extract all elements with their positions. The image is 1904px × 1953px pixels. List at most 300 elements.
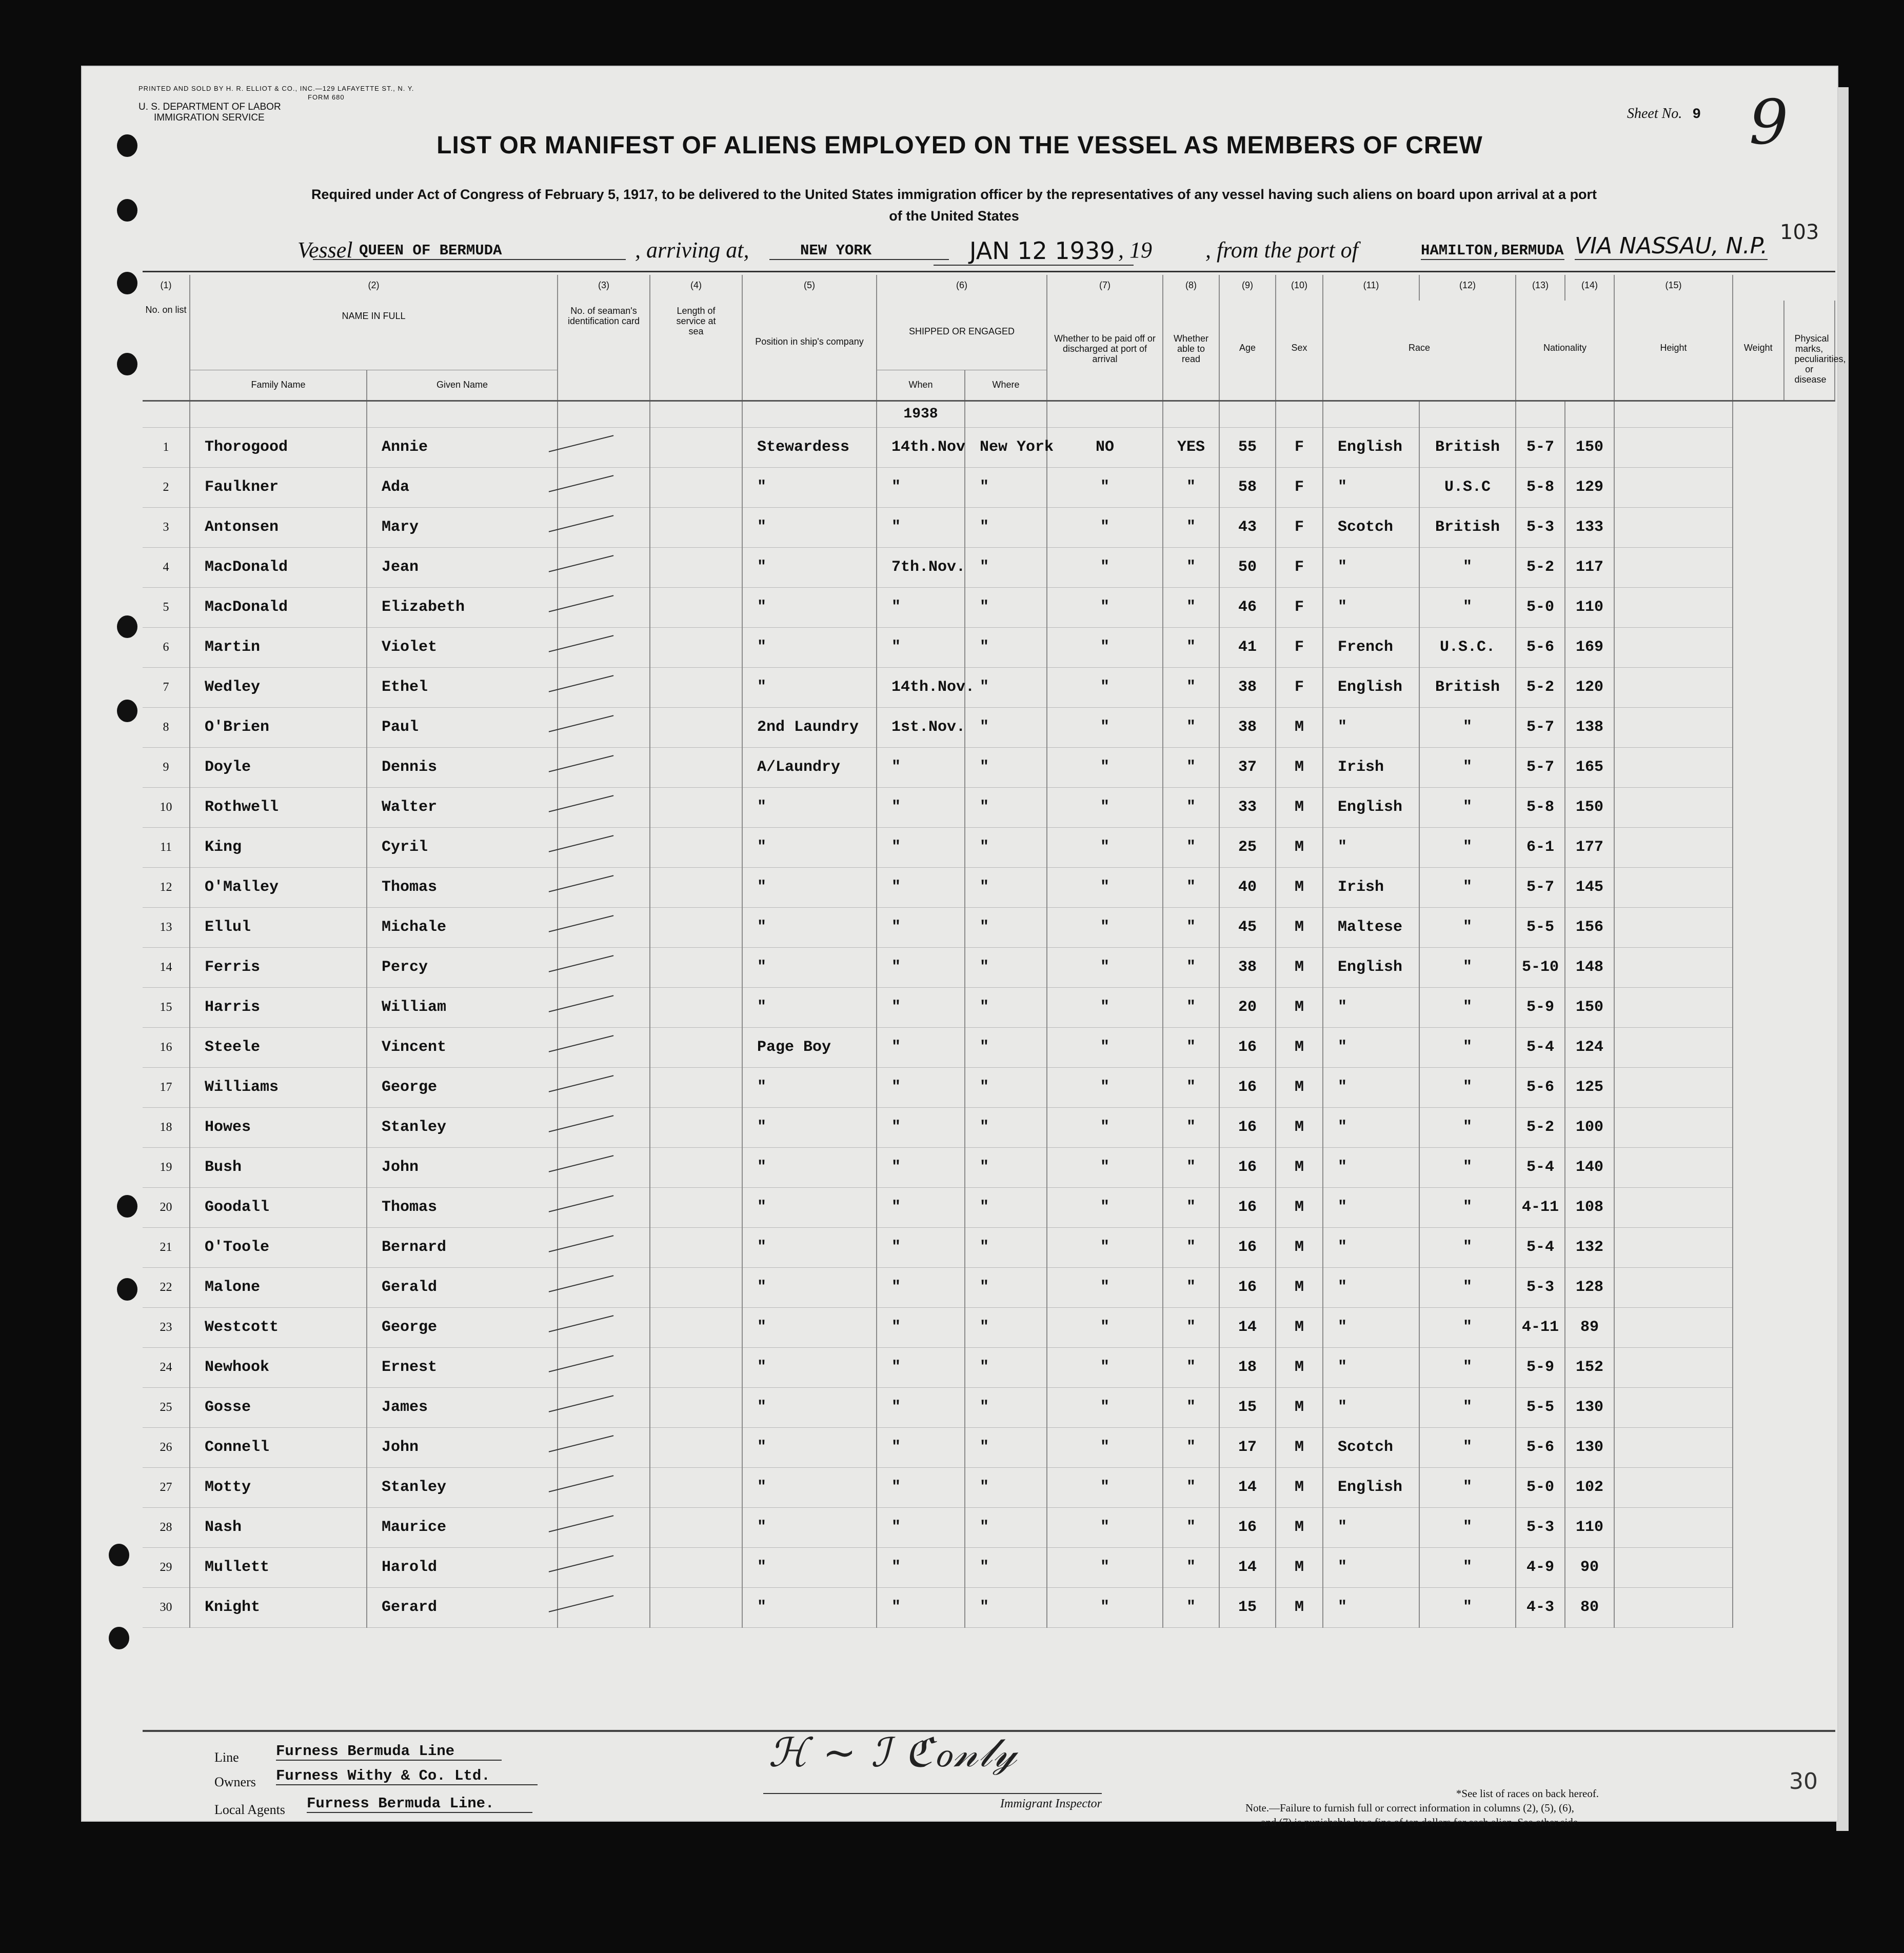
agents-label: Local Agents: [214, 1802, 285, 1817]
shipped-where: ": [965, 987, 1047, 1027]
arriving-label: , arriving at,: [635, 237, 749, 263]
able-to-read: ": [1163, 867, 1219, 907]
paid-off: ": [1047, 1307, 1163, 1347]
race: Irish: [1323, 747, 1419, 787]
able-to-read: ": [1163, 667, 1219, 707]
row-number: 15: [143, 987, 190, 1027]
col-num-8: (8): [1163, 275, 1219, 301]
line-label: Line: [214, 1750, 239, 1765]
shipped-where: New York: [965, 427, 1047, 467]
sex: M: [1276, 1587, 1323, 1627]
paid-off: ": [1047, 507, 1163, 547]
race: English: [1323, 427, 1419, 467]
race: ": [1323, 1267, 1419, 1307]
row-number: 1: [143, 427, 190, 467]
race: Maltese: [1323, 907, 1419, 947]
empty-cell: [1614, 1187, 1733, 1227]
empty-cell: [1614, 507, 1733, 547]
nationality: British: [1419, 427, 1516, 467]
empty-cell: [650, 1507, 742, 1547]
empty-cell: [1614, 1067, 1733, 1107]
sex: M: [1276, 1027, 1323, 1067]
id-card-tick-cell: [558, 667, 650, 707]
sex: M: [1276, 1147, 1323, 1187]
position: ": [742, 1467, 877, 1507]
empty-cell: [1614, 867, 1733, 907]
empty-cell: [1614, 587, 1733, 627]
race: ": [1323, 1227, 1419, 1267]
weight: 89: [1565, 1307, 1614, 1347]
arrival-date: JAN 12 1939: [934, 237, 1134, 266]
age: 16: [1219, 1147, 1276, 1187]
empty-cell: [650, 467, 742, 507]
nationality: U.S.C.: [1419, 627, 1516, 667]
height: 5-7: [1516, 747, 1565, 787]
position: ": [742, 1307, 877, 1347]
sheet-number: Sheet No. 9: [1627, 106, 1701, 123]
height: 4-11: [1516, 1187, 1565, 1227]
empty-cell: [1614, 1227, 1733, 1267]
position: ": [742, 1387, 877, 1427]
age: 38: [1219, 707, 1276, 747]
nationality: ": [1419, 707, 1516, 747]
sex: M: [1276, 1507, 1323, 1547]
empty-cell: [1614, 467, 1733, 507]
race: ": [1323, 1307, 1419, 1347]
nationality: ": [1419, 587, 1516, 627]
shipped-when: ": [877, 1467, 965, 1507]
shipped-where: ": [965, 867, 1047, 907]
sex: M: [1276, 1307, 1323, 1347]
tick-mark: [549, 675, 614, 692]
via-port: VIA NASSAU, N.P.: [1575, 233, 1768, 259]
able-to-read: ": [1163, 1267, 1219, 1307]
empty-cell: [650, 1267, 742, 1307]
weight: 108: [1565, 1187, 1614, 1227]
age: 16: [1219, 1027, 1276, 1067]
given-name: Harold: [367, 1547, 558, 1587]
empty-cell: [650, 587, 742, 627]
tick-mark: [549, 1115, 614, 1132]
age: 41: [1219, 627, 1276, 667]
empty-cell: [1614, 1387, 1733, 1427]
row-number: 13: [143, 907, 190, 947]
sex: M: [1276, 1547, 1323, 1587]
paid-off: ": [1047, 1427, 1163, 1467]
shipped-when: ": [877, 1107, 965, 1147]
race: ": [1323, 1027, 1419, 1067]
header-height: Height: [1614, 301, 1733, 401]
paid-off: ": [1047, 547, 1163, 587]
empty-cell: [650, 747, 742, 787]
nationality: ": [1419, 1347, 1516, 1387]
header-nationality: Nationality: [1516, 301, 1614, 401]
paid-off: ": [1047, 627, 1163, 667]
height: 5-2: [1516, 667, 1565, 707]
id-card-tick-cell: [558, 1507, 650, 1547]
able-to-read: ": [1163, 1507, 1219, 1547]
shipped-where: ": [965, 1307, 1047, 1347]
able-to-read: YES: [1163, 427, 1219, 467]
table-row: [143, 547, 1835, 587]
able-to-read: ": [1163, 1587, 1219, 1627]
empty-cell: [1614, 1587, 1733, 1627]
weight: 138: [1565, 707, 1614, 747]
race: ": [1323, 1587, 1419, 1627]
family-name: Gosse: [190, 1387, 367, 1427]
empty-cell: [650, 907, 742, 947]
shipped-when: ": [877, 1307, 965, 1347]
tick-mark: [549, 1315, 614, 1332]
age: 38: [1219, 667, 1276, 707]
row-number: 25: [143, 1387, 190, 1427]
able-to-read: ": [1163, 587, 1219, 627]
weight: 156: [1565, 907, 1614, 947]
given-name: George: [367, 1067, 558, 1107]
row-number: 29: [143, 1547, 190, 1587]
position: ": [742, 1187, 877, 1227]
paid-off: ": [1047, 907, 1163, 947]
empty-cell: [1614, 1027, 1733, 1067]
shipped-when: ": [877, 1067, 965, 1107]
empty-cell: [1614, 1347, 1733, 1387]
height: 5-0: [1516, 1467, 1565, 1507]
nationality: ": [1419, 1547, 1516, 1587]
shipped-where: ": [965, 1107, 1047, 1147]
position: ": [742, 1547, 877, 1587]
paid-off: ": [1047, 1227, 1163, 1267]
empty-cell: [1614, 547, 1733, 587]
paid-off: ": [1047, 1467, 1163, 1507]
family-name: Mullett: [190, 1547, 367, 1587]
age: 14: [1219, 1307, 1276, 1347]
empty-cell: [1614, 987, 1733, 1027]
position: ": [742, 627, 877, 667]
row-number: 18: [143, 1107, 190, 1147]
weight: 90: [1565, 1547, 1614, 1587]
nationality: ": [1419, 747, 1516, 787]
race: ": [1323, 1187, 1419, 1227]
shipped-where: ": [965, 787, 1047, 827]
nationality: ": [1419, 1187, 1516, 1227]
nationality: ": [1419, 987, 1516, 1027]
tick-mark: [549, 1515, 614, 1532]
sex: M: [1276, 1467, 1323, 1507]
age: 15: [1219, 1387, 1276, 1427]
given-name: Dennis: [367, 747, 558, 787]
age: 17: [1219, 1427, 1276, 1467]
header-shipped-engaged: SHIPPED OR ENGAGED: [877, 301, 1047, 370]
empty-cell: [650, 787, 742, 827]
tick-mark: [549, 795, 614, 812]
weight: 177: [1565, 827, 1614, 867]
header-race: Race: [1323, 301, 1516, 401]
sex: M: [1276, 1227, 1323, 1267]
table-row: [143, 1507, 1835, 1547]
nationality: ": [1419, 1307, 1516, 1347]
age: 14: [1219, 1547, 1276, 1587]
row-number: 7: [143, 667, 190, 707]
able-to-read: ": [1163, 627, 1219, 667]
sex: M: [1276, 707, 1323, 747]
weight: 130: [1565, 1387, 1614, 1427]
weight: 140: [1565, 1147, 1614, 1187]
sex: M: [1276, 747, 1323, 787]
position: ": [742, 1147, 877, 1187]
able-to-read: ": [1163, 507, 1219, 547]
able-to-read: ": [1163, 1187, 1219, 1227]
empty-cell: [650, 427, 742, 467]
weight: 117: [1565, 547, 1614, 587]
table-row: [143, 467, 1835, 507]
height: 5-3: [1516, 507, 1565, 547]
shipped-when: ": [877, 907, 965, 947]
given-name: Annie: [367, 427, 558, 467]
given-name: John: [367, 1427, 558, 1467]
family-name: Wedley: [190, 667, 367, 707]
age: 38: [1219, 947, 1276, 987]
empty-cell: [1614, 1507, 1733, 1547]
shipped-where: ": [965, 707, 1047, 747]
height: 5-8: [1516, 467, 1565, 507]
sex: F: [1276, 427, 1323, 467]
paid-off: ": [1047, 827, 1163, 867]
age: 16: [1219, 1067, 1276, 1107]
table-row: [143, 1227, 1835, 1267]
sex: F: [1276, 667, 1323, 707]
table-row: [143, 707, 1835, 747]
given-name: Ethel: [367, 667, 558, 707]
from-port-label: , from the port of: [1205, 237, 1358, 263]
given-name: Bernard: [367, 1227, 558, 1267]
given-name: Stanley: [367, 1107, 558, 1147]
age: 40: [1219, 867, 1276, 907]
given-name: Gerald: [367, 1267, 558, 1307]
sex: M: [1276, 1387, 1323, 1427]
shipped-when: ": [877, 1027, 965, 1067]
age: 14: [1219, 1467, 1276, 1507]
height: 4-9: [1516, 1547, 1565, 1587]
tick-mark: [549, 715, 614, 732]
race: English: [1323, 947, 1419, 987]
age: 16: [1219, 1107, 1276, 1147]
family-name: Ferris: [190, 947, 367, 987]
id-card-tick-cell: [558, 587, 650, 627]
weight: 150: [1565, 787, 1614, 827]
nationality: ": [1419, 1147, 1516, 1187]
tick-mark: [549, 915, 614, 932]
family-name: O'Malley: [190, 867, 367, 907]
nationality: ": [1419, 787, 1516, 827]
id-card-tick-cell: [558, 787, 650, 827]
weight: 125: [1565, 1067, 1614, 1107]
shipped-where: ": [965, 667, 1047, 707]
table-row: [143, 427, 1835, 467]
position: Page Boy: [742, 1027, 877, 1067]
able-to-read: ": [1163, 1347, 1219, 1387]
id-card-tick-cell: [558, 1227, 650, 1267]
paid-off: ": [1047, 587, 1163, 627]
given-name: Walter: [367, 787, 558, 827]
row-number: 27: [143, 1467, 190, 1507]
shipped-when: ": [877, 1587, 965, 1627]
family-name: MacDonald: [190, 547, 367, 587]
tick-mark: [549, 995, 614, 1012]
row-number: 26: [143, 1427, 190, 1467]
owners-label: Owners: [214, 1775, 256, 1789]
paid-off: NO: [1047, 427, 1163, 467]
paid-off: ": [1047, 867, 1163, 907]
nationality: ": [1419, 1387, 1516, 1427]
nationality: ": [1419, 1427, 1516, 1467]
nationality: ": [1419, 1107, 1516, 1147]
inspector-label: Immigrant Inspector: [763, 1793, 1102, 1811]
able-to-read: ": [1163, 787, 1219, 827]
height: 5-6: [1516, 627, 1565, 667]
shipped-when: ": [877, 507, 965, 547]
empty-cell: [650, 1387, 742, 1427]
age: 50: [1219, 547, 1276, 587]
arrival-port: NEW YORK: [769, 242, 949, 260]
age: 16: [1219, 1227, 1276, 1267]
age: 43: [1219, 507, 1276, 547]
col-num-5: (5): [742, 275, 877, 301]
paid-off: ": [1047, 1027, 1163, 1067]
position: ": [742, 667, 877, 707]
empty-cell: [650, 1227, 742, 1267]
sex: M: [1276, 1347, 1323, 1387]
age: 46: [1219, 587, 1276, 627]
race: English: [1323, 667, 1419, 707]
race: ": [1323, 1107, 1419, 1147]
document-subtitle: Required under Act of Congress of February 5, 1917, to be delivered to the United States immigration officer by the representatives of any vessel having such aliens on board upon arrival at a port of the United States: [311, 187, 1597, 224]
able-to-read: ": [1163, 907, 1219, 947]
able-to-read: ": [1163, 547, 1219, 587]
weight: 148: [1565, 947, 1614, 987]
paid-off: ": [1047, 1267, 1163, 1307]
id-card-tick-cell: [558, 1267, 650, 1307]
empty-cell: [1614, 1427, 1733, 1467]
year-label: , 19: [1118, 237, 1152, 263]
empty-cell: [650, 1067, 742, 1107]
shipped-when: ": [877, 1267, 965, 1307]
nationality: ": [1419, 1587, 1516, 1627]
nationality: ": [1419, 827, 1516, 867]
family-name: Goodall: [190, 1187, 367, 1227]
able-to-read: ": [1163, 1227, 1219, 1267]
nationality: British: [1419, 667, 1516, 707]
family-name: Harris: [190, 987, 367, 1027]
family-name: Martin: [190, 627, 367, 667]
shipped-when: ": [877, 827, 965, 867]
row-number: 8: [143, 707, 190, 747]
col-num-9: (9): [1219, 275, 1276, 301]
row-number: 24: [143, 1347, 190, 1387]
position: Stewardess: [742, 427, 877, 467]
row-number: 28: [143, 1507, 190, 1547]
paid-off: ": [1047, 987, 1163, 1027]
given-name: James: [367, 1387, 558, 1427]
header-rule: [143, 271, 1835, 272]
height: 5-0: [1516, 587, 1565, 627]
position: A/Laundry: [742, 747, 877, 787]
handwritten-sheet-number: 9: [1749, 87, 1789, 158]
position: ": [742, 1227, 877, 1267]
printer-imprint: PRINTED AND SOLD BY H. R. ELLIOT & CO., INC.—129 LAFAYETTE ST., N. Y. FORM 680: [138, 85, 414, 101]
given-name: Elizabeth: [367, 587, 558, 627]
nationality: ": [1419, 547, 1516, 587]
tick-mark: [549, 955, 614, 972]
shipped-when: 14th.Nov.: [877, 667, 965, 707]
table-row: [143, 1347, 1835, 1387]
shipped-when: ": [877, 587, 965, 627]
nationality: ": [1419, 907, 1516, 947]
year-note: 1938: [877, 401, 965, 427]
height: 5-8: [1516, 787, 1565, 827]
sex: M: [1276, 1427, 1323, 1467]
shipped-where: ": [965, 1467, 1047, 1507]
id-card-tick-cell: [558, 507, 650, 547]
family-name: MacDonald: [190, 587, 367, 627]
able-to-read: ": [1163, 827, 1219, 867]
table-row: [143, 947, 1835, 987]
shipped-where: ": [965, 1507, 1047, 1547]
tick-mark: [549, 835, 614, 852]
inspector-signature: ℋ ~ ℐ ℭℴ𝓃𝓁𝓎: [768, 1730, 1018, 1776]
paid-off: ": [1047, 1347, 1163, 1387]
given-name: Violet: [367, 627, 558, 667]
height: 5-4: [1516, 1147, 1565, 1187]
table-row: [143, 987, 1835, 1027]
shipped-when: ": [877, 1547, 965, 1587]
sex: M: [1276, 987, 1323, 1027]
race: ": [1323, 1147, 1419, 1187]
empty-cell: [1614, 787, 1733, 827]
empty-cell: [650, 507, 742, 547]
given-name: Michale: [367, 907, 558, 947]
able-to-read: ": [1163, 947, 1219, 987]
given-name: Maurice: [367, 1507, 558, 1547]
empty-cell: [1614, 1147, 1733, 1187]
row-number: 3: [143, 507, 190, 547]
given-name: Ada: [367, 467, 558, 507]
family-name: Nash: [190, 1507, 367, 1547]
given-name: William: [367, 987, 558, 1027]
empty-cell: [650, 1107, 742, 1147]
shipped-when: ": [877, 1387, 965, 1427]
empty-cell: [1614, 707, 1733, 747]
table-row: [143, 1307, 1835, 1347]
shipped-when: ": [877, 747, 965, 787]
id-card-tick-cell: [558, 1547, 650, 1587]
row-number: 6: [143, 627, 190, 667]
weight: 124: [1565, 1027, 1614, 1067]
shipped-where: ": [965, 1587, 1047, 1627]
row-number: 17: [143, 1067, 190, 1107]
header-family-name: Family Name: [190, 370, 367, 401]
col-num-6: (6): [877, 275, 1047, 301]
weight: 145: [1565, 867, 1614, 907]
handwritten-count: 30: [1789, 1768, 1818, 1795]
height: 5-2: [1516, 1107, 1565, 1147]
owners-value: Furness Withy & Co. Ltd.: [276, 1767, 538, 1785]
empty-cell: [1614, 947, 1733, 987]
empty-cell: [650, 1427, 742, 1467]
tick-mark: [549, 515, 614, 532]
shipped-where: ": [965, 1067, 1047, 1107]
header-when: When: [877, 370, 965, 401]
id-card-tick-cell: [558, 747, 650, 787]
